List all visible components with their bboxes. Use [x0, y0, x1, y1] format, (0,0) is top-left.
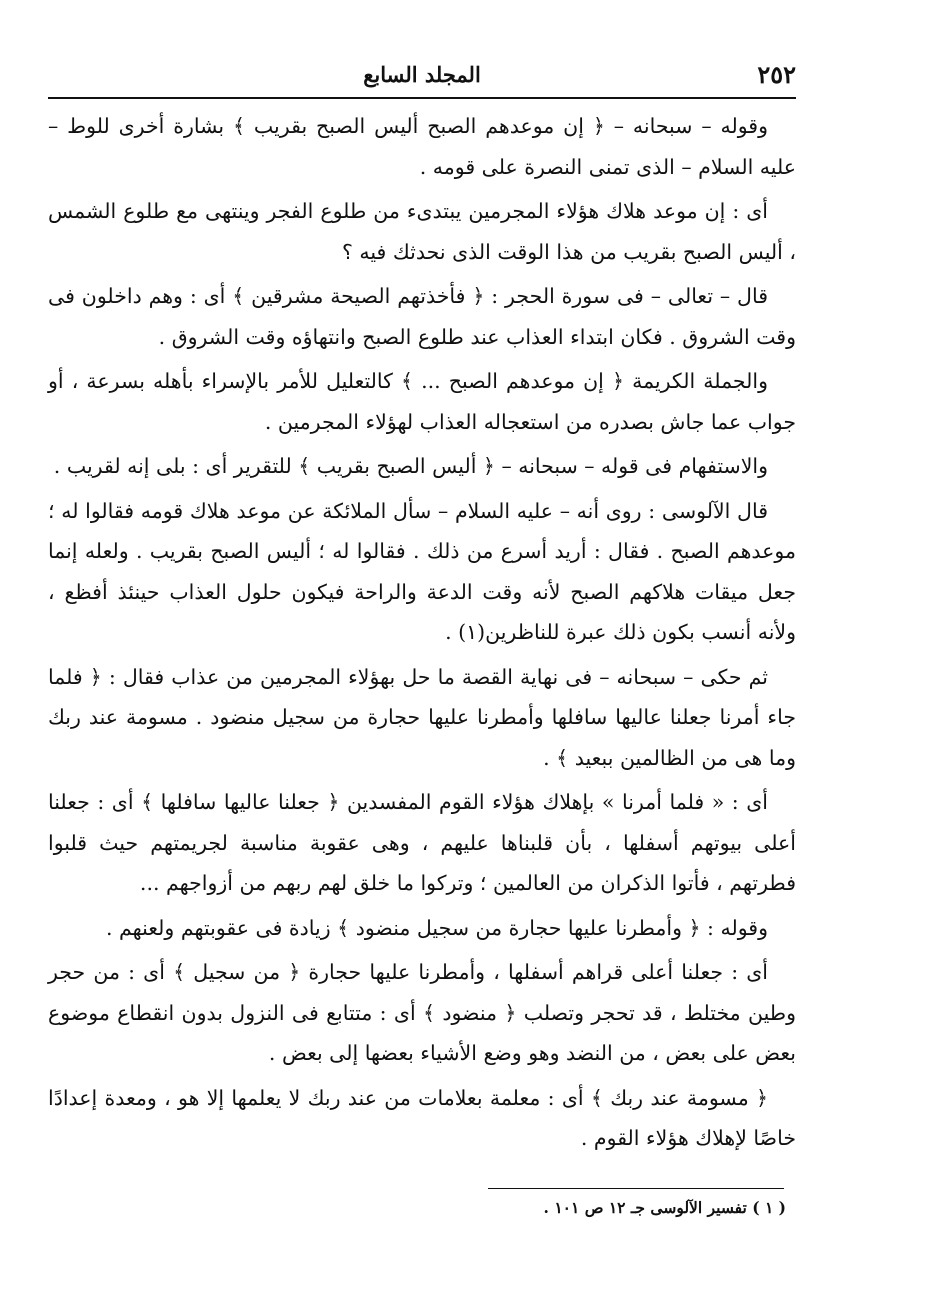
footnote: ( ١ ) تفسير الآلوسى جـ ١٢ ص ١٠١ . [543, 1198, 786, 1217]
paragraph: قال الآلوسى : روى أنه – عليه السلام – سأل الملائكة عن موعد هلاك قومه فقالوا له ؛ موعدهم الصبح . فقال : أريد أسرع من ذلك . فقالوا له ؛ أليس الصبح بقريب . ولعله إنما جعل ميقات هلاكهم الصبح لأنه وقت الدعة والراحة فيكون حلول العذاب حينئذ أفظع ، ولأنه أنسب بكون ذلك عبرة للناظرين(١) . [48, 498, 796, 644]
page-header [48, 56, 796, 96]
paragraph: ﴿ مسومة عند ربك ﴾ أى : معلمة بعلامات من عند ربك لا يعلمها إلا هو ، ومعدة إعدادًا خاصًا لإهلاك هؤلاء القوم . [48, 1085, 796, 1150]
paragraph: أى : إن موعد هلاك هؤلاء المجرمين يبتدىء من طلوع الفجر وينتهى مع طلوع الشمس ، أليس الصبح بقريب من هذا الوقت الذى نحدثك فيه ؟ [48, 199, 796, 264]
paragraph: قال – تعالى – فى سورة الحجر : ﴿ فأخذتهم الصيحة مشرقين ﴾ أى : وهم داخلون فى وقت الشروق . فكان ابتداء العذاب عند طلوع الصبح وانتهاؤه وقت الشروق . [48, 284, 796, 349]
footnote-rule [488, 1188, 784, 1189]
paragraph: وقوله – سبحانه – ﴿ إن موعدهم الصبح أليس الصبح بقريب ﴾ بشارة أخرى للوط – عليه السلام – الذى تمنى النصرة على قومه . [48, 114, 796, 179]
header-rule [48, 97, 796, 99]
paragraph: أى : جعلنا أعلى قراهم أسفلها ، وأمطرنا عليها حجارة ﴿ من سجيل ﴾ أى : من حجر وطين مختلط ، قد تحجر وتصلب ﴿ منضود ﴾ أى : متتابع فى النزول بدون انقطاع موضوع بعض على بعض ، من النضد وهو وضع الأشياء بعضها إلى بعض . [48, 960, 796, 1065]
paragraph: والجملة الكريمة ﴿ إن موعدهم الصبح ... ﴾ كالتعليل للأمر بالإسراء بأهله بسرعة ، أو جواب عما جاش بصدره من استعجاله العذاب لهؤلاء المجرمين . [48, 369, 796, 434]
paragraph: أى : « فلما أمرنا » بإهلاك هؤلاء القوم المفسدين ﴿ جعلنا عاليها سافلها ﴾ أى : جعلنا أعلى بيوتهم أسفلها ، بأن قلبناها عليهم ، وهى عقوبة مناسبة لجريمتهم حيث قلبوا فطرتهم ، فأتوا الذكران من العالمين ؛ وتركوا ما خلق لهم ربهم من أزواجهم ... [48, 790, 796, 895]
paragraph: والاستفهام فى قوله – سبحانه – ﴿ أليس الصبح بقريب ﴾ للتقرير أى : بلى إنه لقريب . [53, 454, 768, 478]
page-number: ٢٥٢ [757, 60, 796, 89]
paragraph: ثم حكى – سبحانه – فى نهاية القصة ما حل بهؤلاء المجرمين من عذاب فقال : ﴿ فلما جاء أمرنا جعلنا عاليها سافلها وأمطرنا عليها حجارة من سجيل منضود . مسومة عند ربك وما هى من الظالمين ببعيد ﴾ . [48, 664, 796, 770]
paragraph: وقوله : ﴿ وأمطرنا عليها حجارة من سجيل منضود ﴾ زيادة فى عقوبتهم ولعنهم . [105, 915, 768, 940]
running-title: المجلد السابع [363, 62, 481, 87]
body-text [48, 106, 796, 1163]
